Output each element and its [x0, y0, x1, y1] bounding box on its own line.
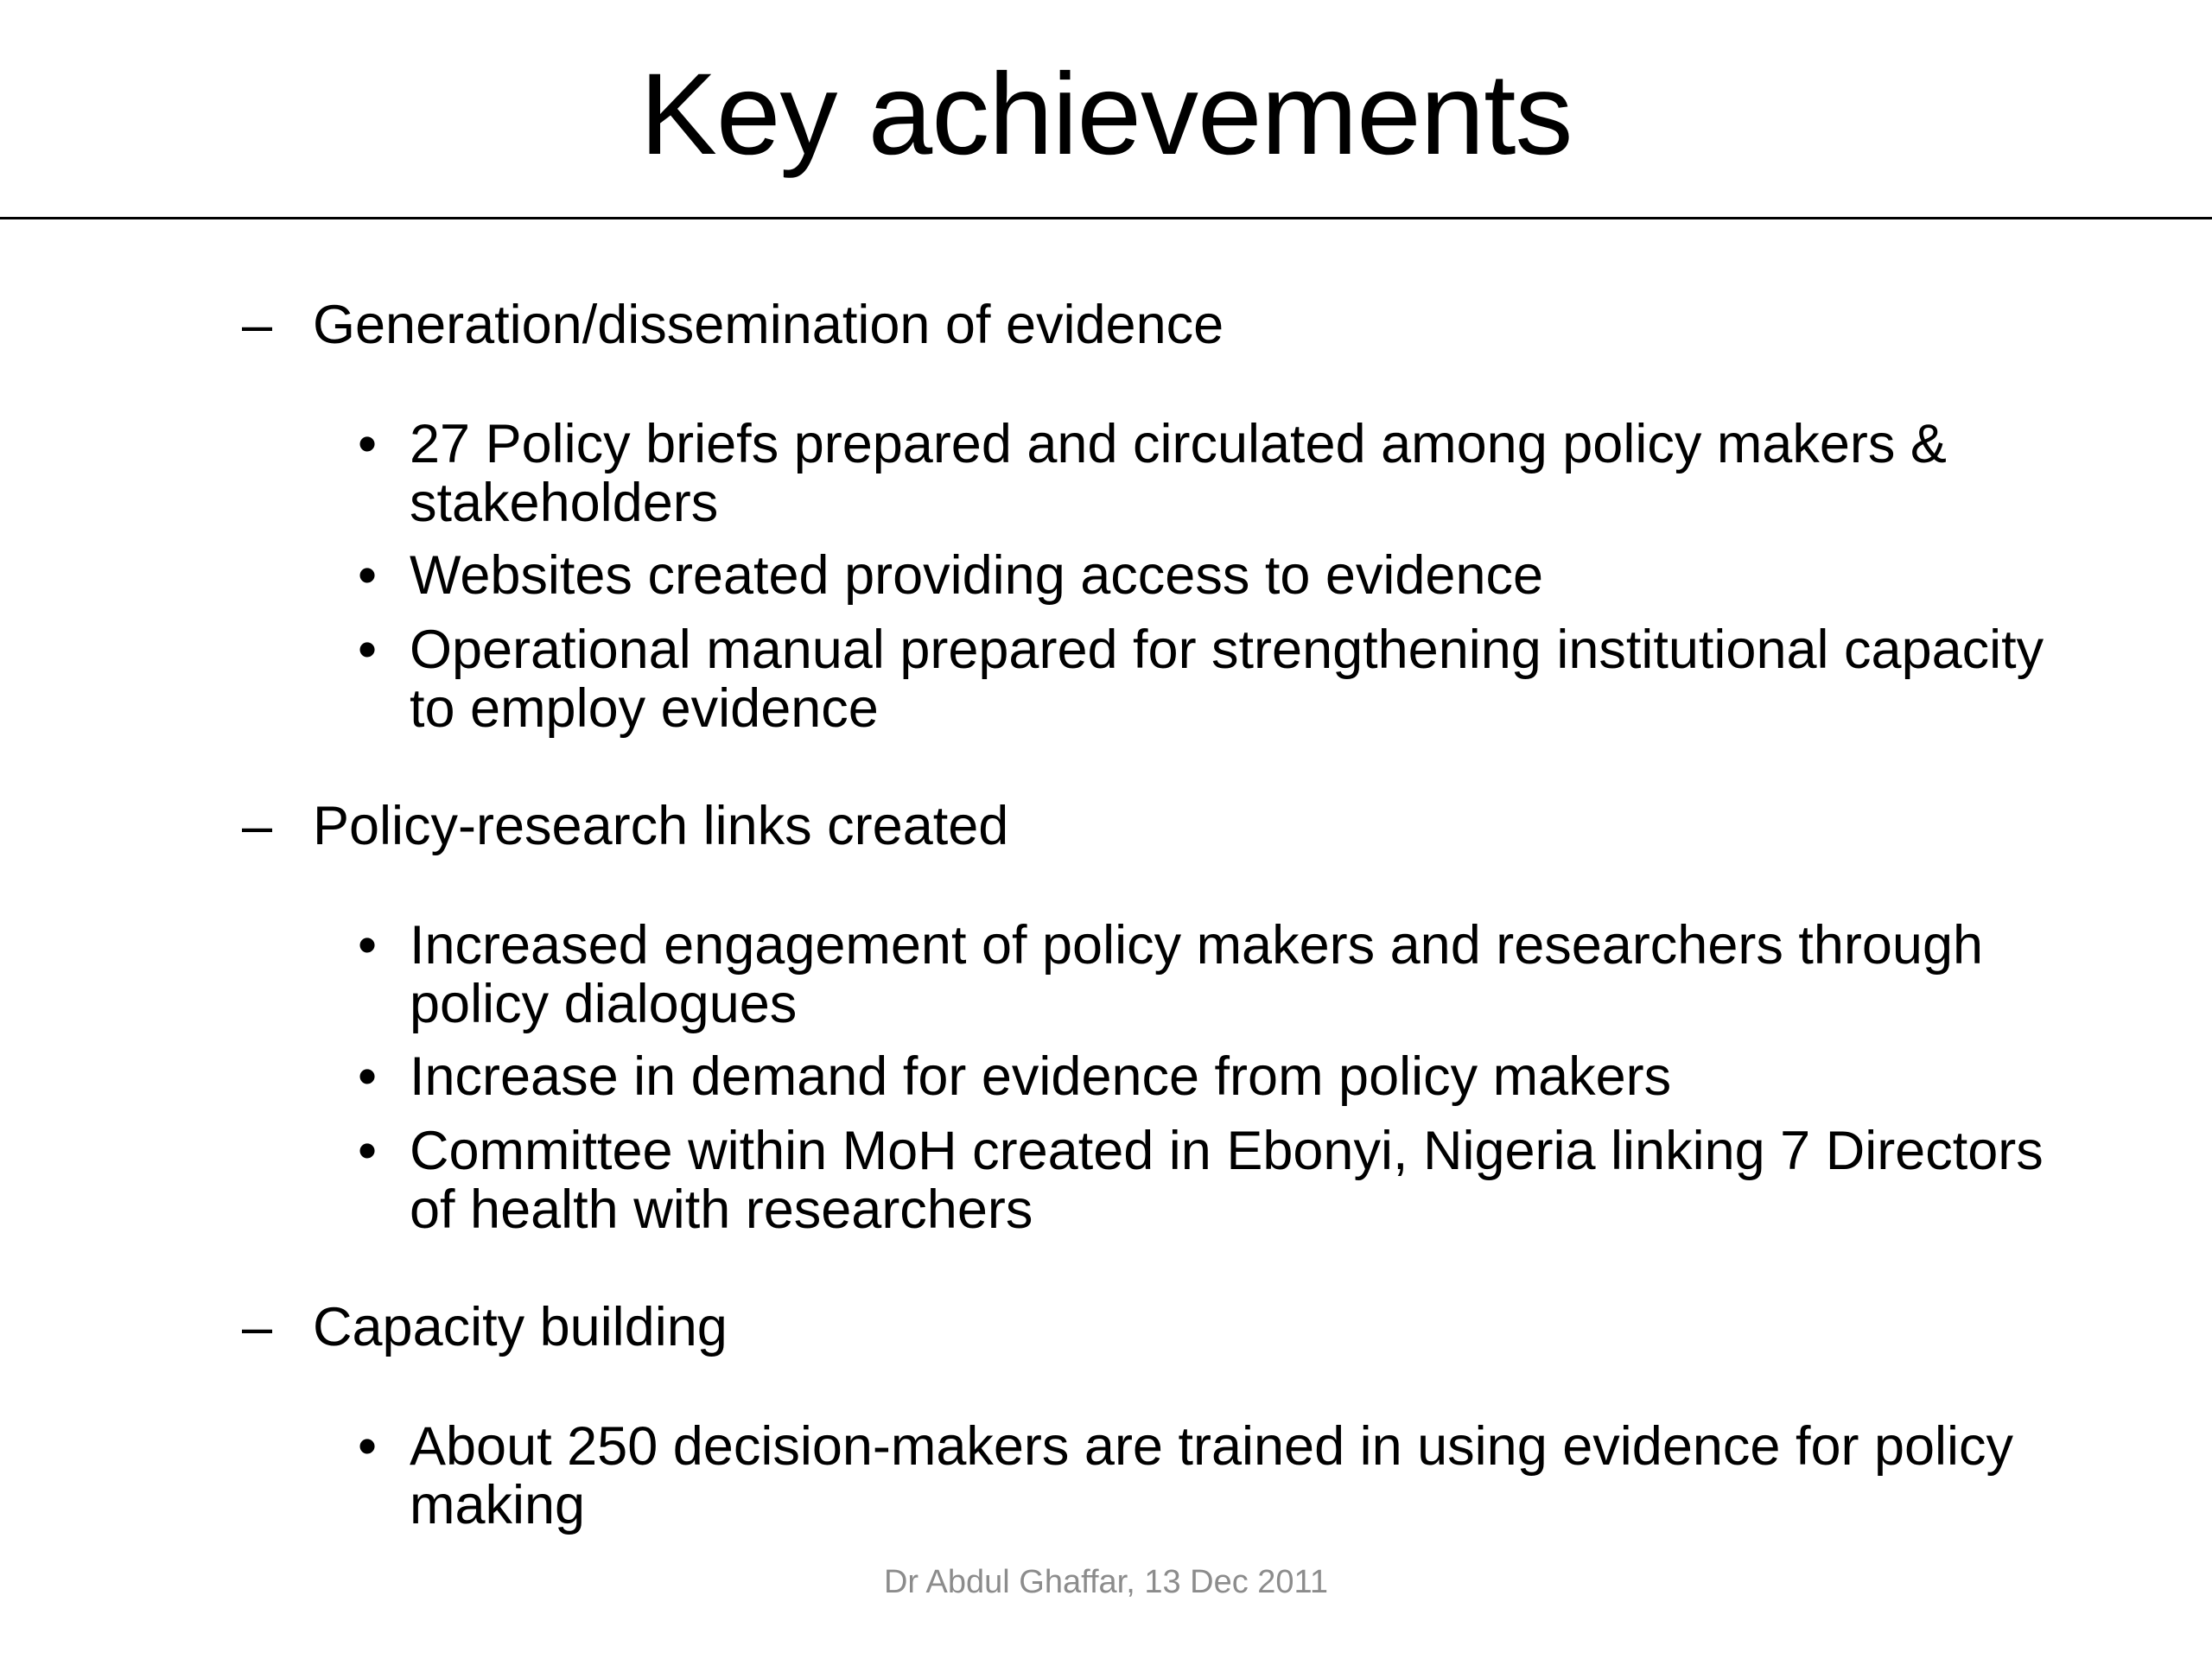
- bullet-text: Committee within MoH created in Ebonyi, Nigeria linking 7 Directors of health with researchers: [410, 1121, 2044, 1240]
- section-heading-row: [0, 1293, 2212, 1362]
- dash-marker: –: [242, 295, 273, 355]
- section-heading-row: [0, 290, 2212, 359]
- section-heading-row: [0, 791, 2212, 861]
- dash-marker: –: [242, 1297, 273, 1357]
- bullet-text: Websites created providing access to evidence: [410, 545, 1544, 606]
- bullet-icon: •: [358, 1121, 378, 1181]
- bullet-text: Increased engagement of policy makers and researchers through policy dialogues: [410, 915, 1984, 1034]
- bullet-text: Operational manual prepared for strengthening institutional capacity to employ evidence: [410, 620, 2044, 739]
- bullet-icon: •: [358, 545, 378, 606]
- section-heading: Policy-research links created: [313, 796, 1009, 856]
- bullet-icon: •: [358, 620, 378, 680]
- section-heading: Generation/dissemination of evidence: [313, 295, 1224, 355]
- bullet-text: 27 Policy briefs prepared and circulated among policy makers & stakeholders: [410, 414, 1947, 533]
- slide-footer: Dr Abdul Ghaffar, 13 Dec 2011: [883, 1564, 1329, 1600]
- dash-marker: –: [242, 796, 273, 856]
- bullet-icon: •: [358, 915, 378, 976]
- title-divider: [0, 217, 2212, 219]
- section-heading: Capacity building: [313, 1297, 728, 1357]
- slide-title: Key achievements: [639, 50, 1573, 179]
- bullet-icon: •: [358, 1416, 378, 1477]
- bullet-text: About 250 decision-makers are trained in using evidence for policy making: [410, 1416, 2014, 1535]
- bullet-icon: •: [358, 1046, 378, 1107]
- bullet-icon: •: [358, 414, 378, 474]
- bullet-text: Increase in demand for evidence from policy makers: [410, 1046, 1672, 1107]
